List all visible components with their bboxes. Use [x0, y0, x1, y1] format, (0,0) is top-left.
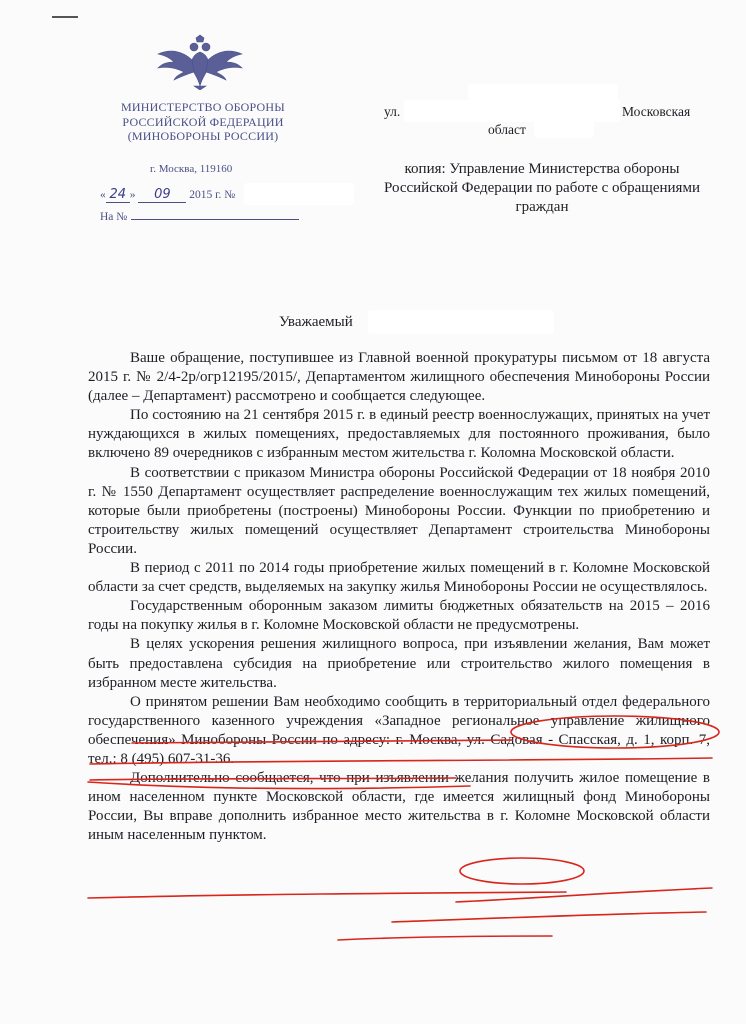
- paragraph: По состоянию на 21 сентября 2015 г. в единый реестр военнослужащих, принятых на учет нуждающихся в жилых помещениях, предоставляемых для постоянного проживания, было включено 89 очередников с избранным местом жительства г. Коломна Московской области.: [88, 407, 710, 462]
- redacted-number: [244, 183, 354, 205]
- scan-mark: [52, 16, 78, 18]
- paragraph: О принятом решении Вам необходимо сообщить в территориальный отдел федерального государственного казенного учреждения «Западное региональное управление жилищного обеспечения» Минобороны России по адресу: г. Москва, ул. Садовая - Спасская, д. 1, корп. 7, тел.: 8 (495) 607-31-36.: [88, 693, 710, 767]
- paragraph: В целях ускорения решения жилищного вопроса, при изъявлении желания, Вам может быть предоставлена субсидия на приобретение или строительство жилого помещения в избранном месте жительства.: [88, 636, 710, 691]
- ministry-name: [98, 100, 308, 144]
- paragraph: Государственным оборонным заказом лимиты бюджетных обязательств на 2015 – 2016 годы на покупку жилья в г. Коломне Московской области не предусмотрены.: [88, 598, 710, 634]
- reference-number-line: [100, 211, 299, 223]
- annotation-underline: [88, 892, 566, 898]
- letter-date-line: [100, 187, 235, 203]
- double-headed-eagle-emblem-icon: [154, 34, 246, 90]
- recipient-region-line2: област: [488, 122, 526, 137]
- annotation-underline: [456, 888, 712, 902]
- recipient-region: Московская: [622, 104, 691, 119]
- reference-number-blank: [131, 219, 299, 220]
- redacted-address-end: [534, 120, 594, 138]
- date-open-quote: «: [100, 189, 106, 201]
- copy-recipient: копия: Управление Министерства обороны Российской Федерации по работе с обращениями граждан: [384, 161, 700, 215]
- date-close-quote: »: [129, 189, 136, 201]
- date-month: 09: [138, 187, 186, 203]
- letter-body: [88, 349, 710, 845]
- paragraph: В соответствии с приказом Министра обороны Российской Федерации от 18 ноября 2010 г. № 1550 Департамент осуществляет распределение военнослужащим тех жилых помещений, которые были приобретены (построены) Минобороны России. Функции по приобретению и строительству жилых помещений осуществляет Департамент строительства Минобороны России.: [88, 464, 710, 557]
- paragraph: Дополнительно сообщается, что при изъявлении желания получить жилое помещение в ином населенном пункте Московской области, где имеется жилищный фонд Минобороны России, Вы вправе дополнить избранное место жительства в г. Коломне Московской области иным населенным пунктом.: [88, 770, 710, 844]
- ministry-line-1: МИНИСТЕРСТВО ОБОРОНЫ: [121, 100, 285, 114]
- redacted-name: [468, 84, 618, 100]
- reference-number-label: На №: [100, 211, 128, 223]
- date-day: 24: [106, 187, 130, 203]
- ministry-line-2: РОССИЙСКОЙ ФЕДЕРАЦИИ: [122, 114, 284, 129]
- ministry-line-3: (МИНОБОРОНЫ РОССИИ): [127, 129, 279, 143]
- salutation: Уважаемый: [279, 314, 353, 330]
- annotation-underline: [392, 912, 706, 922]
- annotation-underline: [338, 936, 552, 940]
- redacted-address: [404, 100, 620, 122]
- paragraph: Ваше обращение, поступившее из Главной военной прокуратуры письмом от 18 августа 2015 г. № 2/4-2р/огр12195/2015/, Департаментом жилищного обеспечения Минобороны России (далее – Департамент) рассмотрено и сообщается следующее.: [88, 350, 710, 405]
- annotation-circle: [460, 858, 584, 884]
- redacted-addressee: [368, 310, 554, 334]
- date-year-number: 2015 г. №: [189, 189, 236, 201]
- city-postcode: г. Москва, 119160: [150, 163, 233, 175]
- paragraph: В период с 2011 по 2014 годы приобретение жилых помещений в г. Коломне Московской области за счет средств, выделяемых на закупку жилья Минобороны России не осуществлялось.: [88, 560, 710, 596]
- recipient-street-prefix: ул.: [384, 104, 401, 119]
